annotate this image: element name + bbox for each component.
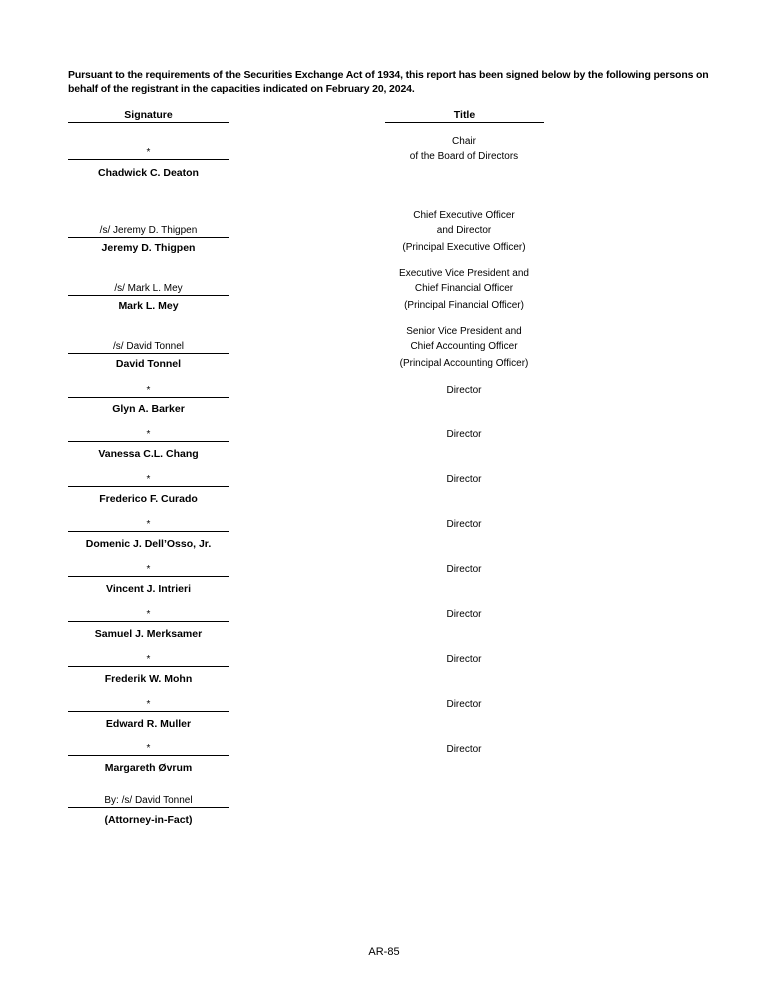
signer-name: Margareth Øvrum — [104, 762, 193, 774]
signer-title-line: Director — [446, 429, 482, 440]
signer-name: Vanessa C.L. Chang — [98, 448, 199, 460]
signature-line: * — [68, 699, 229, 712]
signer-title-line: Director — [446, 474, 482, 485]
signature-line: * — [68, 519, 229, 532]
attorney-signature-line: By: /s/ David Tonnel — [68, 795, 229, 808]
signer-name: Frederico F. Curado — [99, 493, 198, 505]
signer-name: Frederik W. Mohn — [104, 673, 193, 685]
signer-name: Jeremy D. Thigpen — [101, 242, 196, 254]
signer-name: David Tonnel — [115, 358, 182, 370]
signer-name: Domenic J. Dell’Osso, Jr. — [85, 538, 212, 550]
signer-title-line: Director — [446, 564, 482, 575]
signer-name: Vincent J. Intrieri — [106, 583, 191, 595]
signer-name: Chadwick C. Deaton — [98, 167, 199, 179]
signer-title-line: Senior Vice President and — [406, 326, 522, 337]
signer-capacity: (Principal Accounting Officer) — [399, 358, 529, 369]
title-column-header: Title — [385, 109, 544, 123]
signature-line: /s/ David Tonnel — [68, 341, 229, 354]
signer-name: Samuel J. Merksamer — [94, 628, 203, 640]
signature-line: * — [68, 147, 229, 160]
signer-title-line: Director — [446, 609, 482, 620]
signer-title-line: Director — [446, 519, 482, 530]
signer-name: Glyn A. Barker — [112, 403, 185, 415]
signer-title-line: Chief Accounting Officer — [410, 341, 518, 352]
page-number: AR-85 — [368, 946, 400, 958]
signature-line: * — [68, 743, 229, 756]
signer-capacity: (Principal Financial Officer) — [404, 300, 524, 311]
signature-line: * — [68, 385, 229, 398]
signature-column-header: Signature — [68, 109, 229, 123]
signer-name: Edward R. Muller — [105, 718, 192, 730]
signature-line: /s/ Jeremy D. Thigpen — [68, 225, 229, 238]
signer-name: Mark L. Mey — [118, 300, 179, 312]
signature-line: * — [68, 429, 229, 442]
signature-line: * — [68, 564, 229, 577]
intro-paragraph: Pursuant to the requirements of the Securities Exchange Act of 1934, this report has been signed below by the following persons on behalf of the registrant in the capacities indicated on February 20, 2024. — [68, 69, 709, 95]
signer-title-line: Director — [446, 744, 482, 755]
signer-title-line: Director — [446, 385, 482, 396]
signer-title-line: Chief Executive Officer — [413, 210, 515, 221]
signer-title-line: and Director — [436, 225, 492, 236]
signer-capacity: (Principal Executive Officer) — [402, 242, 526, 253]
signature-line: * — [68, 474, 229, 487]
signature-line: * — [68, 609, 229, 622]
signer-title-line: Director — [446, 654, 482, 665]
signer-title-line: Chair — [452, 136, 476, 147]
attorney-name: (Attorney-in-Fact) — [104, 814, 193, 826]
signature-line: /s/ Mark L. Mey — [68, 283, 229, 296]
signer-title-line: of the Board of Directors — [409, 151, 519, 162]
signer-title-line: Director — [446, 699, 482, 710]
signer-title-line: Executive Vice President and — [399, 268, 529, 279]
signer-title-line: Chief Financial Officer — [414, 283, 514, 294]
signature-line: * — [68, 654, 229, 667]
